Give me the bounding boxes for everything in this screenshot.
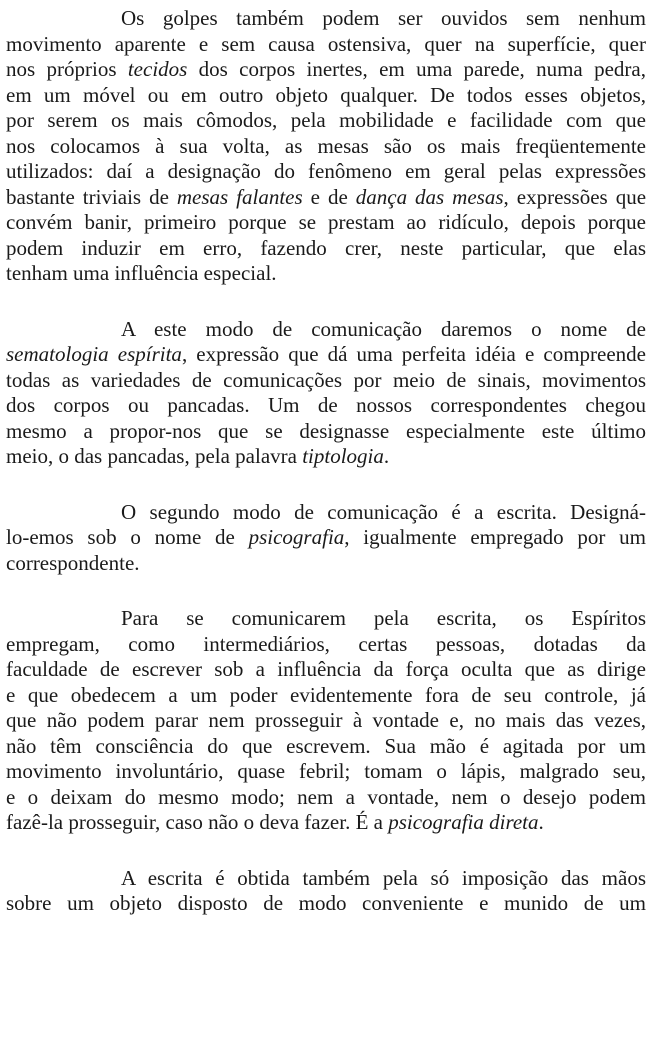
text-line bbox=[6, 683, 646, 709]
text-run: podem induzir em erro, fazendo crer, neste particular, que elas bbox=[6, 235, 646, 260]
italic-term: tecidos bbox=[127, 57, 188, 81]
paragraph bbox=[6, 606, 646, 836]
text-line bbox=[6, 759, 646, 785]
text-run: movimento aparente e sem causa ostensiva, quer na superfície, quer bbox=[6, 31, 646, 56]
text-line bbox=[6, 606, 646, 632]
text-run: convém banir, primeiro porque se prestam ao ridículo, depois porque bbox=[6, 210, 646, 234]
text-line bbox=[6, 83, 646, 109]
text-run: empregam, como intermediários, certas pessoas, dotadas da bbox=[6, 631, 646, 656]
text-run: A este modo de comunicação daremos o nome de bbox=[121, 316, 646, 341]
text-run: bastante triviais de bbox=[6, 184, 177, 209]
text-run: movimento involuntário, quase febril; tomam o lápis, malgrado seu, bbox=[6, 759, 646, 783]
text-run: mesmo a propor-nos que se designasse especialmente este último bbox=[6, 418, 646, 443]
text-run: Os golpes também podem ser ouvidos sem nenhum bbox=[121, 6, 646, 30]
text-line bbox=[6, 32, 646, 58]
text-line bbox=[6, 866, 646, 892]
text-run: . bbox=[538, 810, 544, 834]
text-line bbox=[6, 657, 646, 683]
text-line bbox=[6, 419, 646, 445]
text-line bbox=[6, 891, 646, 917]
text-run: lo-emos sob o nome de bbox=[6, 525, 249, 549]
text-line bbox=[6, 785, 646, 811]
text-run: não têm consciência do que escrevem. Sua mão é agitada por um bbox=[6, 733, 646, 758]
italic-term: psicografia direta bbox=[388, 810, 539, 834]
text-line bbox=[6, 185, 646, 211]
text-line bbox=[6, 236, 646, 262]
text-run: tenham uma influência especial. bbox=[6, 261, 277, 285]
text-line bbox=[6, 261, 646, 287]
text-run: todas as variedades de comunicações por meio de sinais, movimentos bbox=[6, 367, 646, 392]
document-page bbox=[6, 0, 646, 917]
text-line bbox=[6, 134, 646, 160]
text-line bbox=[6, 159, 646, 185]
text-run: dos corpos ou pancadas. Um de nossos correspondentes chegou bbox=[6, 393, 646, 417]
text-run: . bbox=[383, 444, 390, 468]
text-run: O segundo modo de comunicação é a escrita. Designá- bbox=[121, 499, 646, 524]
text-run: , igualmente empregado por um bbox=[344, 525, 646, 549]
text-line bbox=[6, 525, 646, 551]
text-run: meio, o das pancadas, pela palavra bbox=[6, 444, 303, 468]
italic-term: dança das mesas bbox=[355, 184, 504, 209]
paragraph-gap bbox=[6, 287, 646, 317]
text-run: e que obedecem a um poder evidentemente fora de seu controle, já bbox=[6, 682, 646, 707]
italic-term: tiptologia bbox=[302, 444, 384, 468]
text-line bbox=[6, 810, 646, 836]
text-run: , expressões que bbox=[503, 184, 646, 209]
text-line bbox=[6, 500, 646, 526]
text-line bbox=[6, 6, 646, 32]
text-run: por serem os mais cômodos, pela mobilidade e facilidade com que bbox=[6, 108, 646, 132]
text-line bbox=[6, 444, 646, 470]
text-run: nos colocamos à sua volta, as mesas são os mais freqüentemente bbox=[6, 133, 646, 158]
text-line bbox=[6, 57, 646, 83]
text-run: utilizados: daí a designação do fenômeno em geral pelas expressões bbox=[6, 159, 646, 183]
text-run: e o deixam do mesmo modo; nem a vontade, nem o desejo podem bbox=[6, 784, 646, 809]
text-line bbox=[6, 734, 646, 760]
text-run: A escrita é obtida também pela só imposição das mãos bbox=[121, 865, 646, 890]
paragraph-gap bbox=[6, 470, 646, 500]
text-run: fazê-la prosseguir, caso não o deva fazer. É a bbox=[6, 810, 389, 834]
text-line bbox=[6, 342, 646, 368]
text-run: em um móvel ou em outro objeto qualquer. De todos esses objetos, bbox=[6, 82, 646, 107]
text-line bbox=[6, 551, 646, 577]
text-run: , expressão que dá uma perfeita idéia e compreende bbox=[181, 342, 646, 366]
text-line bbox=[6, 317, 646, 343]
italic-term: mesas falantes bbox=[176, 184, 303, 209]
text-line bbox=[6, 393, 646, 419]
text-run: e de bbox=[302, 184, 356, 209]
text-line bbox=[6, 632, 646, 658]
text-run: correspondente. bbox=[6, 550, 140, 575]
text-run: que não podem parar nem prosseguir à vontade e, no mais das vezes, bbox=[6, 708, 646, 732]
text-run: nos próprios bbox=[6, 57, 128, 81]
paragraph bbox=[6, 317, 646, 470]
text-line bbox=[6, 210, 646, 236]
text-line bbox=[6, 708, 646, 734]
paragraph bbox=[6, 866, 646, 917]
text-run: sobre um objeto disposto de modo conveniente e munido de um bbox=[6, 891, 646, 915]
text-line bbox=[6, 108, 646, 134]
italic-term: psicografia bbox=[248, 525, 345, 549]
paragraph-gap bbox=[6, 836, 646, 866]
text-run: Para se comunicarem pela escrita, os Espíritos bbox=[121, 606, 646, 630]
text-line bbox=[6, 368, 646, 394]
text-run: faculdade de escrever sob a influência da força oculta que as dirige bbox=[6, 657, 646, 681]
text-run: dos corpos inertes, em uma parede, numa pedra, bbox=[187, 57, 646, 81]
paragraph-gap bbox=[6, 576, 646, 606]
italic-term: sematologia espírita bbox=[6, 342, 182, 366]
paragraph bbox=[6, 500, 646, 577]
paragraph bbox=[6, 6, 646, 287]
